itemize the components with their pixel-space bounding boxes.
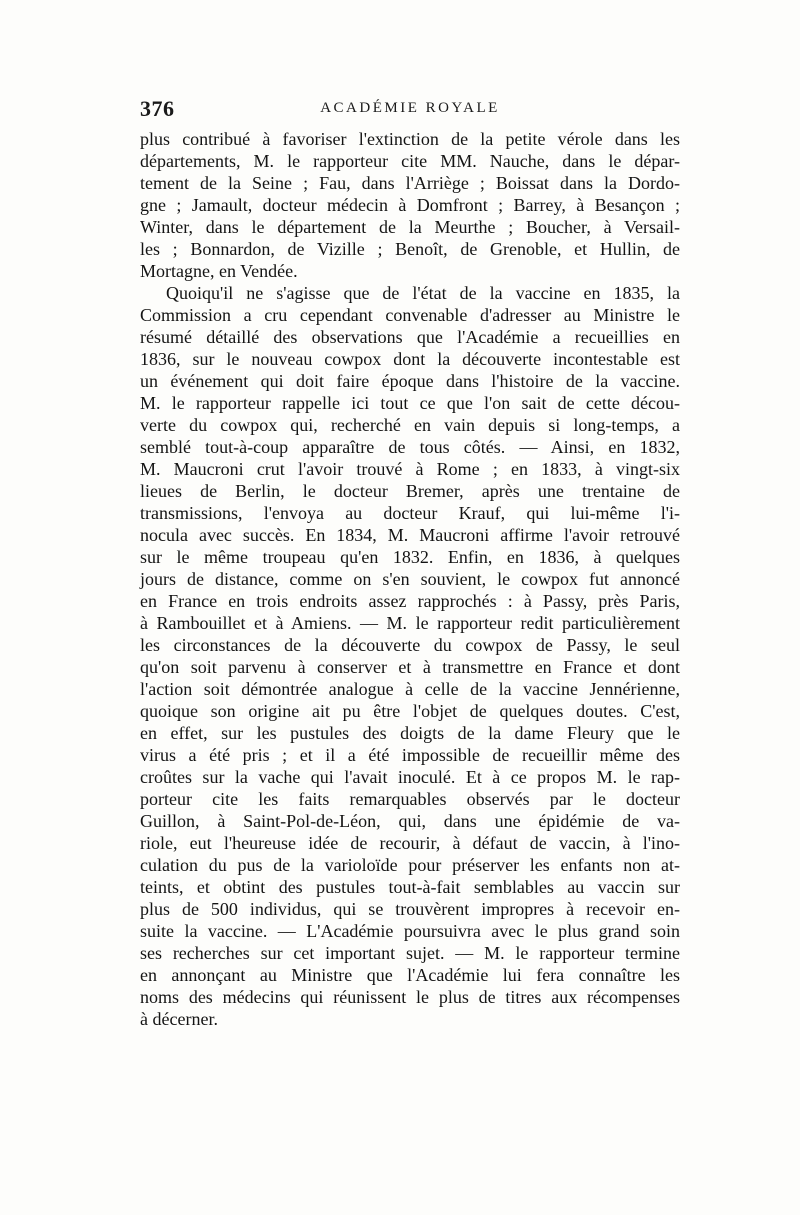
text-line: les ; Bonnardon, de Vizille ; Benoît, de Grenoble, et Hullin, de	[140, 239, 680, 259]
text-line: à Rambouillet et à Amiens. — M. le rapporteur redit particulièrement	[140, 613, 680, 633]
page-number: 376	[140, 96, 175, 121]
text-line: ses recherches sur cet important sujet. — M. le rapporteur termine	[140, 943, 680, 963]
running-title: ACADÉMIE ROYALE	[320, 100, 500, 116]
text-line: plus de 500 individus, qui se trouvèrent impropres à recevoir en-	[140, 899, 680, 919]
text-line: croûtes sur la vache qui l'avait inoculé. Et à ce propos M. le rap-	[140, 767, 680, 787]
text-line: lieues de Berlin, le docteur Bremer, après une trentaine de	[140, 481, 680, 501]
page-header	[140, 96, 680, 124]
text-line: tement de la Seine ; Fau, dans l'Arriège ; Boissat dans la Dordo-	[140, 173, 680, 193]
text-line: un événement qui doit faire époque dans l'histoire de la vaccine.	[140, 371, 680, 391]
text-line: Winter, dans le département de la Meurthe ; Boucher, à Versail-	[140, 217, 680, 237]
text-line: transmissions, l'envoya au docteur Krauf, qui lui-même l'i-	[140, 503, 680, 523]
text-line: sur le même troupeau qu'en 1832. Enfin, en 1836, à quelques	[140, 547, 680, 567]
text-line: Mortagne, en Vendée.	[140, 261, 298, 281]
text-line: teints, et obtint des pustules tout-à-fait semblables au vaccin sur	[140, 877, 680, 897]
text-line: suite la vaccine. — L'Académie poursuivra avec le plus grand soin	[140, 921, 680, 941]
text-line: en France en trois endroits assez rapprochés : à Passy, près Paris,	[140, 591, 680, 611]
text-line: Guillon, à Saint-Pol-de-Léon, qui, dans une épidémie de va-	[140, 811, 680, 831]
body-text	[140, 128, 680, 1030]
text-line: résumé détaillé des observations que l'Académie a recueillies en	[140, 327, 680, 347]
text-line: noms des médecins qui réunissent le plus de titres aux récompenses	[140, 987, 680, 1007]
text-line: nocula avec succès. En 1834, M. Maucroni affirme l'avoir retrouvé	[140, 525, 680, 545]
text-line: 1836, sur le nouveau cowpox dont la découverte incontestable est	[140, 349, 680, 369]
paragraph	[140, 128, 680, 282]
text-line: quoique son origine ait pu être l'objet de quelques doutes. C'est,	[140, 701, 680, 721]
text-line: les circonstances de la découverte du cowpox de Passy, le seul	[140, 635, 680, 655]
text-line: semblé tout-à-coup apparaître de tous côtés. — Ainsi, en 1832,	[140, 437, 680, 457]
text-line: porteur cite les faits remarquables observés par le docteur	[140, 789, 680, 809]
text-line: jours de distance, comme on s'en souvient, le cowpox fut annoncé	[140, 569, 680, 589]
text-line: à décerner.	[140, 1009, 218, 1029]
text-line: qu'on soit parvenu à conserver et à transmettre en France et dont	[140, 657, 680, 677]
text-line: plus contribué à favoriser l'extinction de la petite vérole dans les	[140, 129, 680, 149]
text-line: M. Maucroni crut l'avoir trouvé à Rome ; en 1833, à vingt-six	[140, 459, 680, 479]
text-line: verte du cowpox qui, recherché en vain depuis si long-temps, a	[140, 415, 680, 435]
text-line: gne ; Jamault, docteur médecin à Domfront ; Barrey, à Besançon ;	[140, 195, 680, 215]
text-line: Commission a cru cependant convenable d'adresser au Ministre le	[140, 305, 680, 325]
text-line: riole, eut l'heureuse idée de recourir, à défaut de vaccin, à l'ino-	[140, 833, 680, 853]
text-line: l'action soit démontrée analogue à celle de la vaccine Jennérienne,	[140, 679, 680, 699]
text-line: culation du pus de la varioloïde pour préserver les enfants non at-	[140, 855, 680, 875]
text-line: départements, M. le rapporteur cite MM. Nauche, dans le dépar-	[140, 151, 680, 171]
paragraph	[140, 282, 680, 1030]
text-line: en annonçant au Ministre que l'Académie lui fera connaître les	[140, 965, 680, 985]
text-line: M. le rapporteur rappelle ici tout ce que l'on sait de cette décou-	[140, 393, 680, 413]
text-line: en effet, sur les pustules des doigts de la dame Fleury que le	[140, 723, 680, 743]
text-line: virus a été pris ; et il a été impossible de recueillir même des	[140, 745, 680, 765]
text-line: Quoiqu'il ne s'agisse que de l'état de la vaccine en 1835, la	[166, 283, 680, 303]
